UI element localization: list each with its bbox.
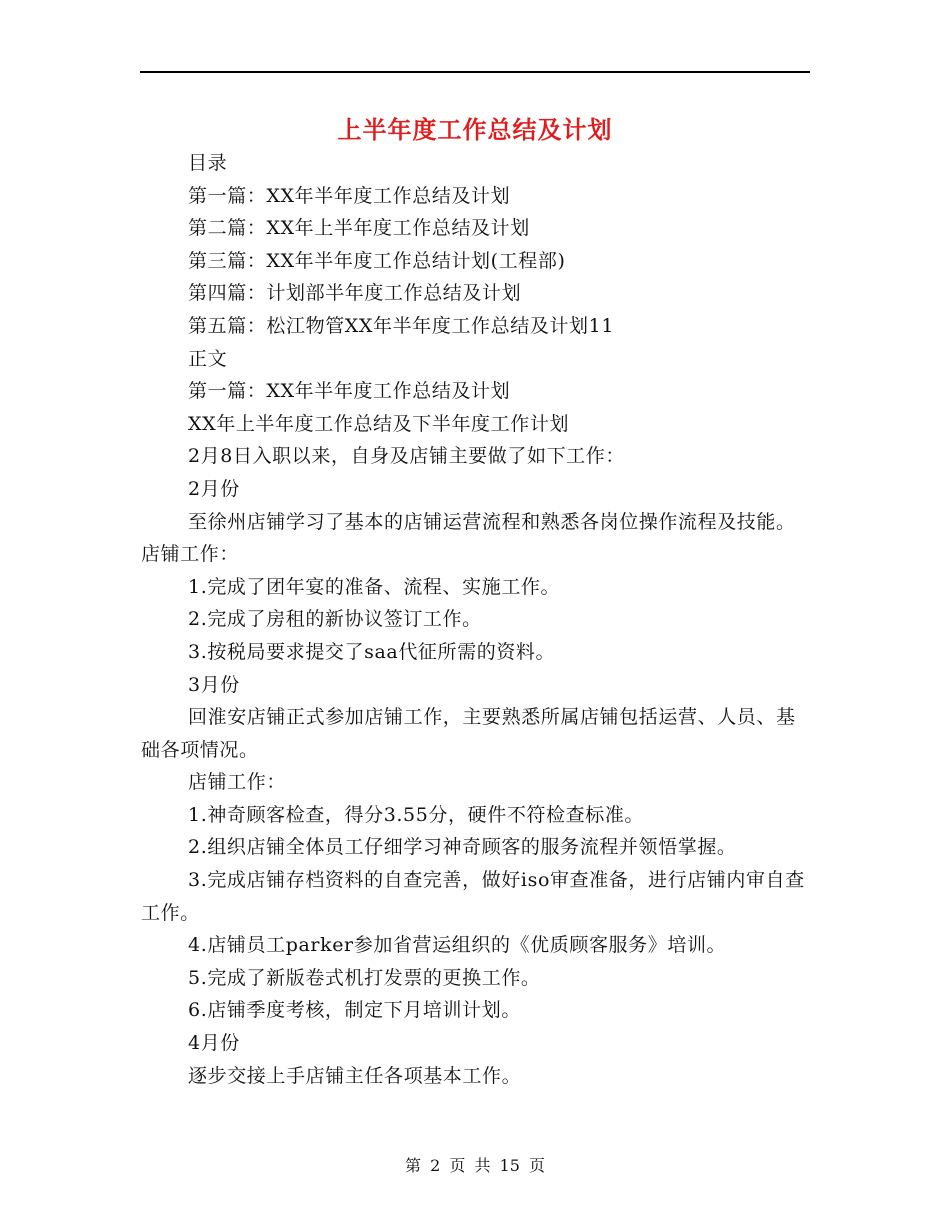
paragraph: 4.店铺员工parker参加省营运组织的《优质顾客服务》培训。 <box>188 934 727 957</box>
paragraph: 2月份 <box>188 477 240 500</box>
paragraph: 1.完成了团年宴的准备、流程、实施工作。 <box>188 575 561 598</box>
paragraph: 第二篇：XX年上半年度工作总结及计划 <box>188 217 530 240</box>
paragraph: 6.店铺季度考核，制定下月培训计划。 <box>188 999 521 1022</box>
document-title: 上半年度工作总结及计划 <box>337 116 613 144</box>
paragraph: 2月8日入职以来，自身及店铺主要做了如下工作： <box>188 445 625 468</box>
paragraph: 店铺工作： <box>188 771 287 794</box>
paragraph: 2.完成了房租的新协议签订工作。 <box>188 608 482 631</box>
paragraph: 正文 <box>188 347 228 370</box>
paragraph: XX年上半年度工作总结及下半年度工作计划 <box>188 412 570 435</box>
page-footer: 第 2 页 共 15 页 <box>405 1156 545 1175</box>
paragraph: 第三篇：XX年半年度工作总结计划(工程部) <box>188 249 566 272</box>
document-body <box>141 147 809 1092</box>
paragraph: 1.神奇顾客检查，得分3.55分，硬件不符检查标准。 <box>188 803 645 826</box>
paragraph: 2.组织店铺全体员工仔细学习神奇顾客的服务流程并领悟掌握。 <box>188 836 737 859</box>
paragraph: 4月份 <box>188 1032 240 1055</box>
paragraph: 第四篇：计划部半年度工作总结及计划 <box>188 282 522 305</box>
paragraph: 第五篇：松江物管XX年半年度工作总结及计划11 <box>188 314 615 337</box>
paragraph: 回淮安店铺正式参加店铺工作，主要熟悉所属店铺包括运营、人员、基础各项情况。 <box>141 706 796 761</box>
paragraph: 至徐州店铺学习了基本的店铺运营流程和熟悉各岗位操作流程及技能。店铺工作： <box>141 510 796 566</box>
header-rule <box>140 71 810 73</box>
paragraph: 3月份 <box>188 673 240 696</box>
paragraph: 5.完成了新版卷式机打发票的更换工作。 <box>188 966 541 989</box>
paragraph: 目录 <box>188 152 228 174</box>
paragraph: 3.按税局要求提交了saa代征所需的资料。 <box>188 640 556 663</box>
paragraph: 第一篇：XX年半年度工作总结及计划 <box>188 380 511 403</box>
paragraph: 第一篇：XX年半年度工作总结及计划 <box>188 184 511 207</box>
paragraph: 3.完成店铺存档资料的自查完善，做好iso审查准备，进行店铺内审自查工作。 <box>141 869 805 924</box>
paragraph: 逐步交接上手店铺主任各项基本工作。 <box>188 1064 522 1087</box>
